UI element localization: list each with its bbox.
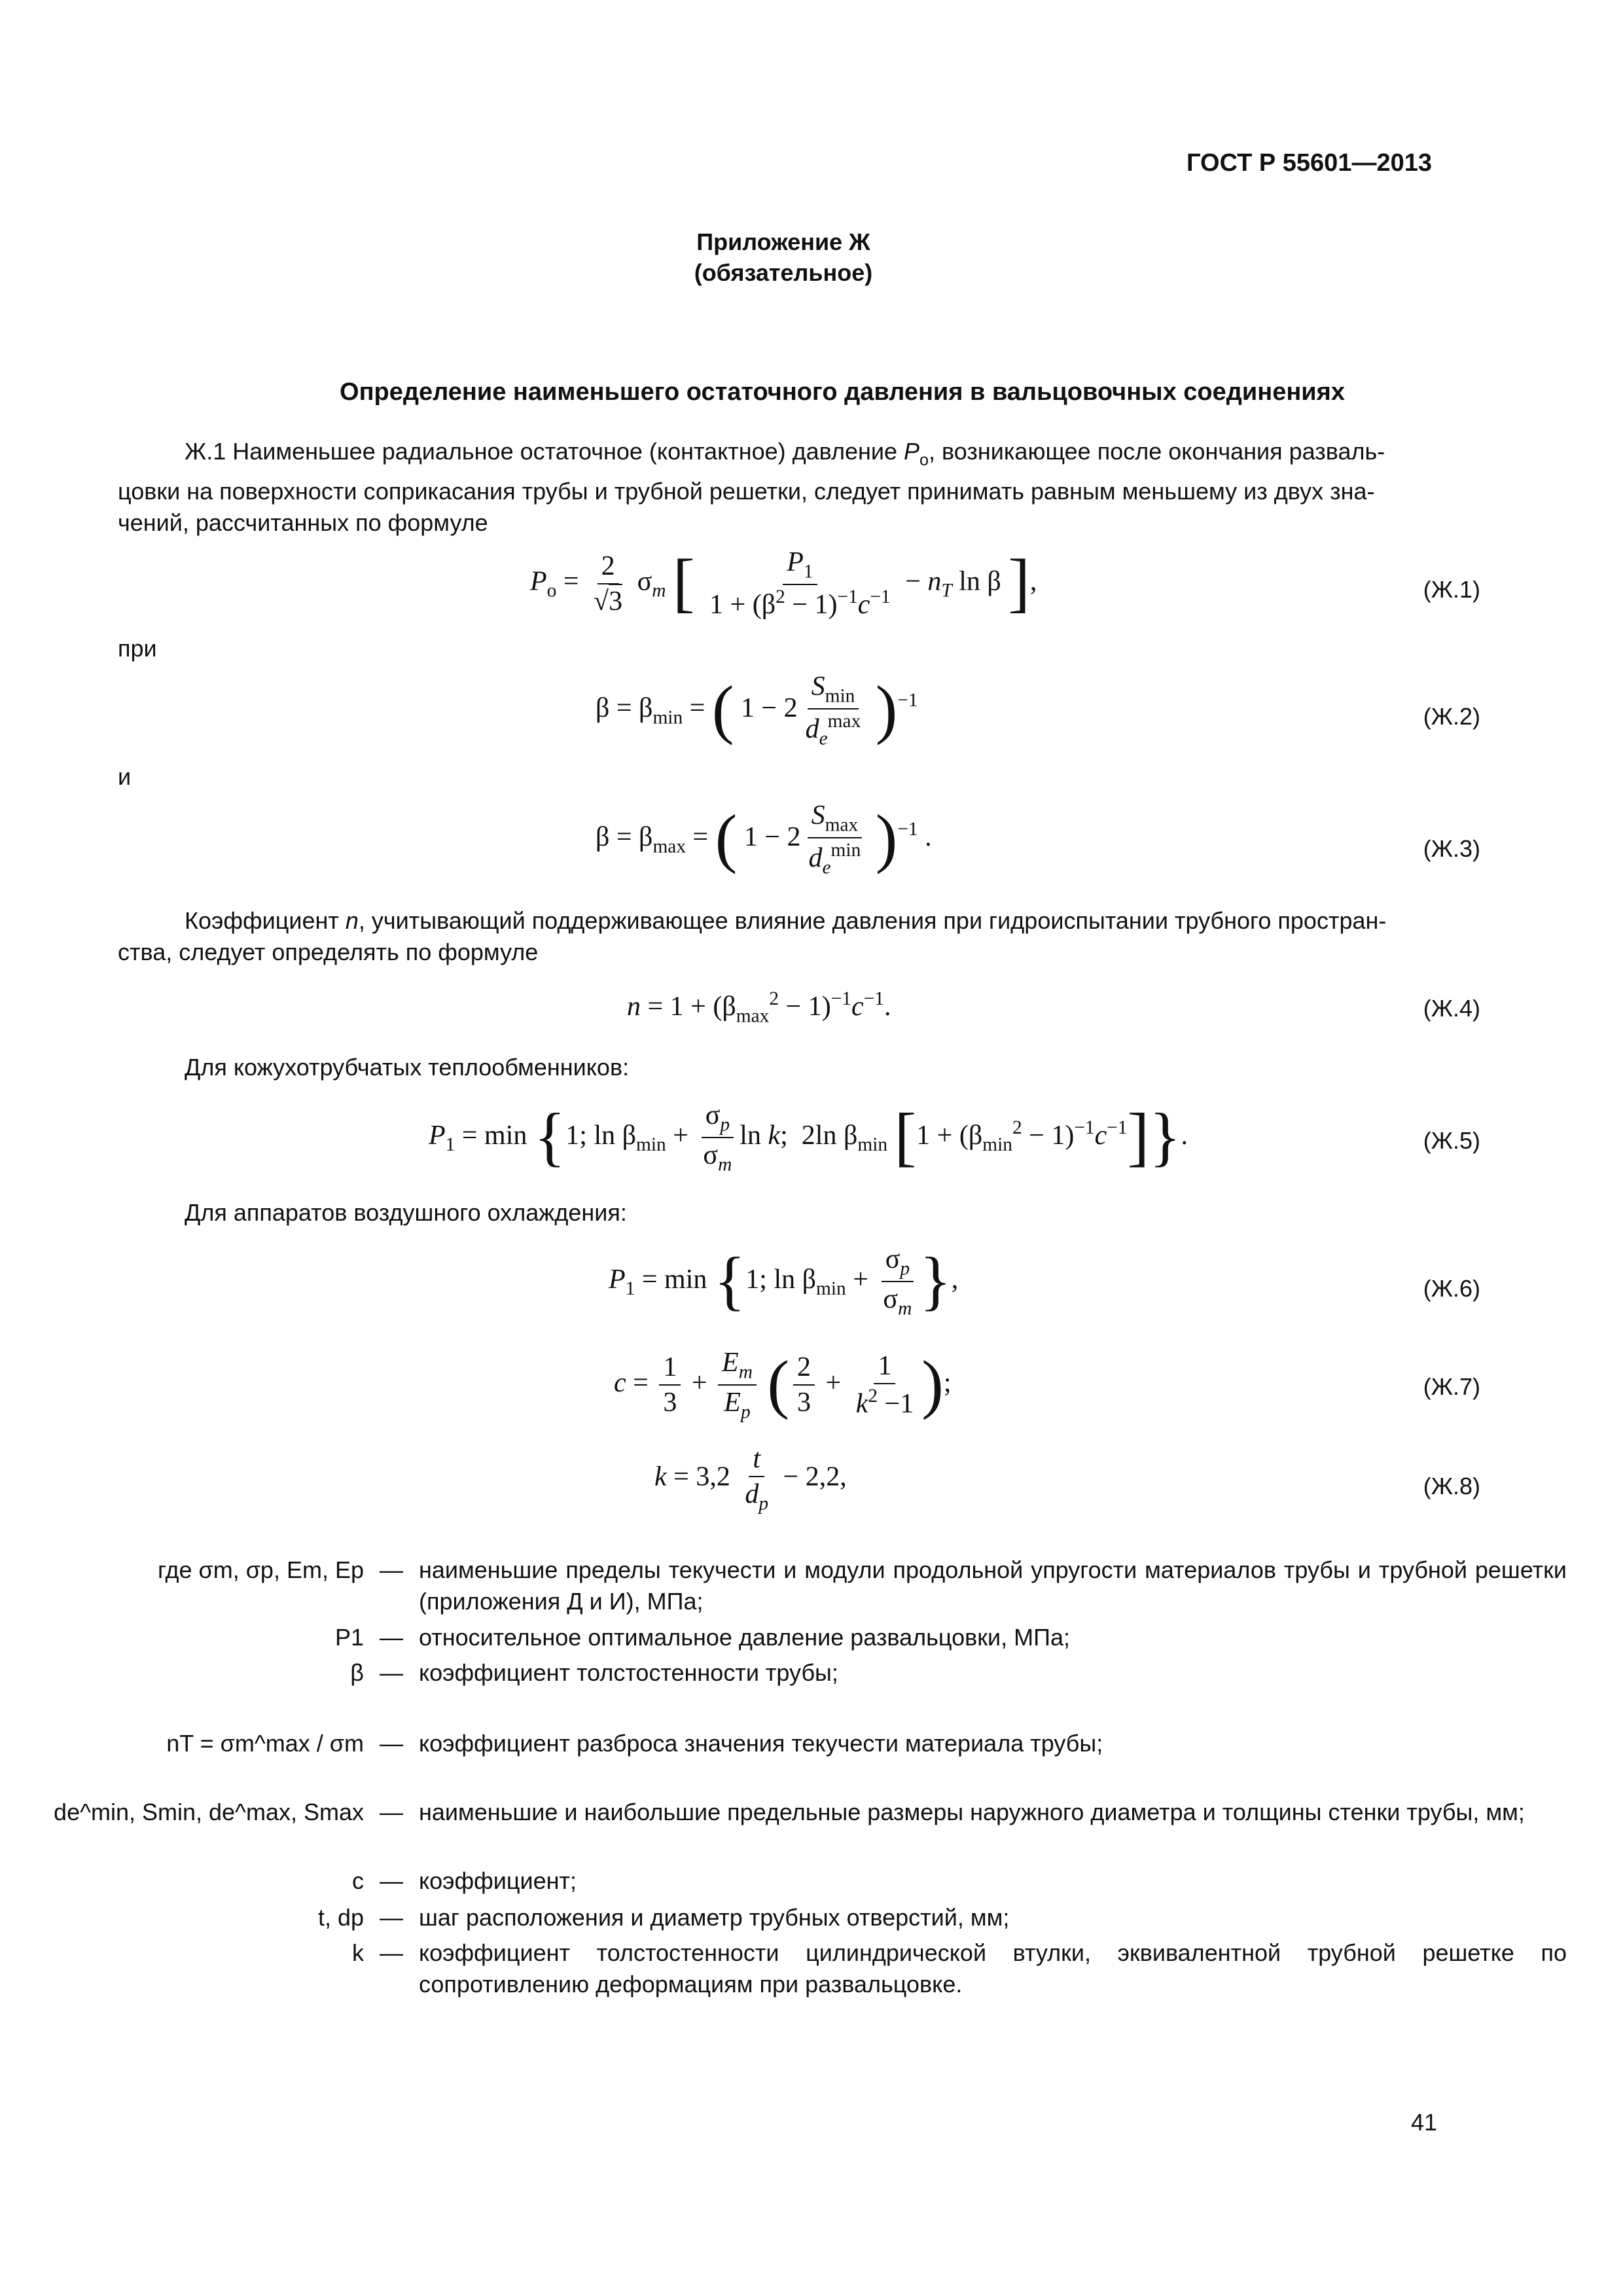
definition-dash: — xyxy=(380,1730,403,1757)
definition-term: nT = σm^max / σm xyxy=(166,1730,364,1757)
definition-row xyxy=(98,1728,1567,1761)
word-pri: при xyxy=(118,635,157,662)
formula-7: c = $\frac{1}{3}$ + $\frac{E_m}{E_p}$ ( $\frac{2}{3}$ + $\frac{1}{k^2 -1}$ ); xyxy=(614,1347,952,1423)
page-number: 41 xyxy=(1411,2109,1438,2136)
definition-term: t, dp xyxy=(317,1904,364,1931)
definition-dash: — xyxy=(380,1867,403,1894)
definition-row xyxy=(98,1865,1567,1898)
definition-row xyxy=(98,1622,1567,1655)
definition-row xyxy=(98,1554,1567,1620)
definition-term: c xyxy=(352,1867,364,1894)
appendix-title: Приложение Ж xyxy=(696,228,870,255)
definition-text: коэффициент толстостенности цилиндрической втулки, эквивалентной трубной решетке по сопротивлению деформациям при развальцовке. xyxy=(419,1939,1567,1998)
formula-6: $P_1 = \min \{1$; $\ln \beta_{min}$ + $\frac{\sigma_p}{\sigma_m}$ }, xyxy=(609,1244,959,1319)
definition-text: коэффициент толстостенности трубы; xyxy=(419,1659,838,1686)
definition-text: относительное оптимальное давление развальцовки, МПа; xyxy=(419,1624,1071,1651)
definition-term: β xyxy=(350,1659,364,1686)
equation-number-7: (Ж.7) xyxy=(1423,1373,1480,1400)
definition-text: коэффициент разброса значения текучести материала трубы; xyxy=(419,1730,1103,1757)
definition-term: где σm, σp, Em, Ep xyxy=(157,1556,364,1583)
definition-dash: — xyxy=(380,1659,403,1686)
appendix-status: (обязательное) xyxy=(694,259,873,286)
definition-text: наименьшие и наибольшие предельные размеры наружного диаметра и толщины стенки трубы, мм; xyxy=(419,1799,1525,1825)
paragraph-1 xyxy=(118,436,1567,539)
air-coolers-label: Для аппаратов воздушного охлаждения: xyxy=(185,1199,627,1226)
equation-number-1: (Ж.1) xyxy=(1423,576,1480,603)
definition-row xyxy=(98,1902,1567,1935)
definition-term: de^min, Smin, de^max, Smax xyxy=(54,1799,364,1825)
definition-dash: — xyxy=(380,1624,403,1651)
equation-number-3: (Ж.3) xyxy=(1423,835,1480,862)
equation-number-6: (Ж.6) xyxy=(1423,1275,1480,1302)
formula-1: $P_o$ = $\frac{2}{√3}$ $\sigma_m$ [ $\frac{P_1}{1 + (\beta^2 - 1)^{-1}c^{-1}}$ − $n_T$ ln β ], xyxy=(530,545,1037,620)
definition-text: коэффициент; xyxy=(419,1867,577,1894)
definition-dash: — xyxy=(380,1799,403,1825)
equation-number-4: (Ж.4) xyxy=(1423,995,1480,1022)
para1-text-b: , возникающее после окончания разваль- xyxy=(929,438,1385,465)
definition-text: наименьшие пределы текучести и модули продольной упругости материалов трубы и трубной решетки (приложения Д и И), МПа; xyxy=(419,1556,1567,1615)
para2-var: n xyxy=(345,907,359,934)
para2-text-b: , учитывающий поддерживающее влияние давления при гидроиспытании трубного простран- xyxy=(358,907,1387,934)
formula-4: $n = 1 + (\beta_{max}^2 - 1)^{-1}c^{-1}$. xyxy=(627,988,891,1027)
para2-line-2: ства, следует определять по формуле xyxy=(118,939,539,965)
formula-8: k = 3,2 $\frac{t}{d_p}$ − 2,2, xyxy=(654,1444,847,1515)
definition-text: шаг расположения и диаметр трубных отверстий, мм; xyxy=(419,1904,1010,1931)
equation-number-2: (Ж.2) xyxy=(1423,703,1480,730)
formula-2: $\beta = \beta_{min}$ = ( 1 − 2 $\frac{S_{min}}{d_e^{max}}$ )$^{-1}$ xyxy=(596,672,918,749)
document-code: ГОСТ Р 55601—2013 xyxy=(1186,149,1432,177)
para1-line-2: цовки на поверхности соприкасания трубы и трубной решетки, следует принимать равным меньшему из двух зна- xyxy=(118,477,1375,505)
word-i: и xyxy=(118,763,132,790)
equation-number-5: (Ж.5) xyxy=(1423,1127,1480,1154)
definition-row xyxy=(98,1937,1567,2003)
definition-row xyxy=(54,1797,1567,1862)
formula-5: $P_1 = \min \{1$; $\ln \beta_{min}$ + $\frac{\sigma_p}{\sigma_m}$ ln k; 2ln $\beta_{min}$ $[1 + (\beta_{min}^2 - 1)^{-1}c^{-1}]$}. xyxy=(429,1100,1188,1175)
definition-row xyxy=(98,1657,1567,1690)
definition-dash: — xyxy=(380,1904,403,1931)
para1-var-sub: o xyxy=(919,450,929,469)
definition-term: P1 xyxy=(334,1624,364,1651)
heat-exchangers-label: Для кожухотрубчатых теплообменников: xyxy=(185,1054,630,1081)
section-title: Определение наименьшего остаточного давления в вальцовочных соединениях xyxy=(340,378,1345,406)
definition-term: k xyxy=(352,1939,364,1966)
definition-dash: — xyxy=(380,1939,403,1966)
definition-dash: — xyxy=(380,1556,403,1583)
para1-var: P xyxy=(904,438,920,465)
para1-text-a: Ж.1 Наименьшее радиальное остаточное (контактное) давление xyxy=(185,438,904,465)
equation-number-8: (Ж.8) xyxy=(1423,1473,1480,1499)
paragraph-2 xyxy=(118,905,1567,968)
para2-text-a: Коэффициент xyxy=(185,907,346,934)
formula-3: $\beta = \beta_{max}$ = ( 1 − 2 $\frac{S_{max}}{d_e^{min}}$ )$^{-1}$ . xyxy=(596,800,932,878)
para1-line-3: чений, рассчитанных по формуле xyxy=(118,509,488,536)
